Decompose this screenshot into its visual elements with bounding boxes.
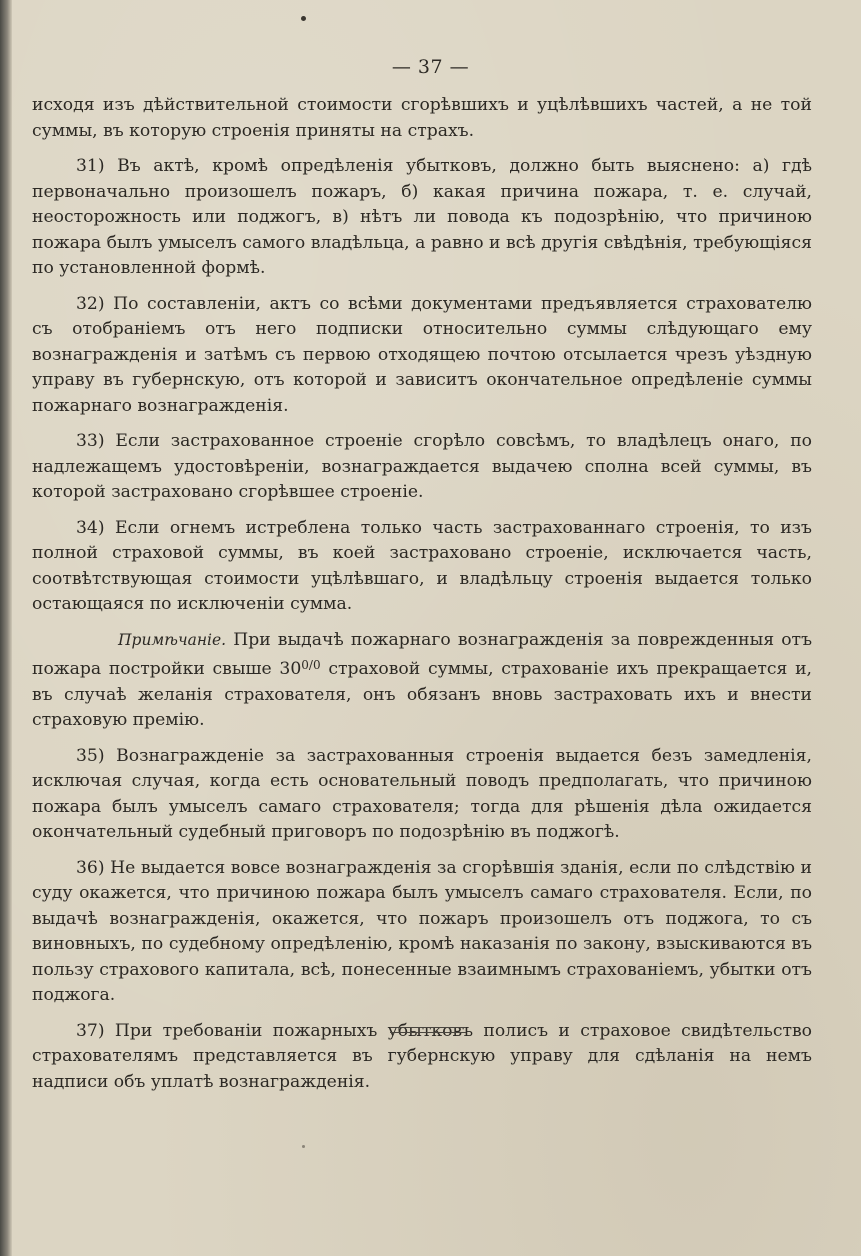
paragraph-31: 31) Въ актѣ, кромѣ опредѣленія убытковъ, должно быть выяснено: а) гдѣ первоначально произошелъ пожаръ, б) какая причина пожара, т. е. случай, неосторожность или поджогъ, в) нѣтъ ли повода къ подозрѣнію, что причиною пожара былъ умыселъ самого владѣльца, а равно и всѣ другія свѣдѣнія, требующіяся по установленной формѣ. — [32, 156, 812, 278]
body-text — [32, 93, 812, 1105]
page-number: — 37 — — [391, 56, 470, 78]
paragraph-32: 32) По составленіи, актъ со всѣми документами предъявляется страхователю съ отобраніемъ отъ него подписки относительно суммы слѣдующаго ему вознагражденія и затѣмъ съ первою отходящею почтою отсылается чрезъ уѣздную управу въ губернскую, отъ которой и зависитъ окончательное опредѣленіе суммы пожарнаго вознагражденія. — [32, 293, 812, 416]
paragraph-35: 35) Вознагражденіе за застрахованныя строенія выдается безъ замедленія, исключая случая, когда есть основательный поводъ предполагать, что причиною пожара былъ умыселъ самаго страхователя; тогда для рѣшенія дѣла ожидается окончательный судебный приговоръ по подозрѣнію въ поджогѣ. — [32, 745, 812, 842]
faint-speck — [302, 1145, 305, 1148]
note-paragraph — [32, 628, 812, 734]
note-text-after: страховой суммы, страхованіе ихъ прекращается и, въ случаѣ желанія страхователя, онъ обязанъ вновь застраховать ихъ и внести страховую премію. — [32, 659, 812, 730]
paragraph-33: 33) Если застрахованное строеніе сгорѣло совсѣмъ, то владѣлецъ онаго, по надлежащемъ удостовѣреніи, вознаграждается выдачею сполна всей суммы, въ которой застраховано сгорѣвшее строеніе. — [32, 431, 812, 502]
paragraph-36: 36) Не выдается вовсе вознагражденія за сгорѣвшія зданія, если по слѣдствію и суду окажется, что причиною пожара былъ умыселъ самаго страхователя. Если, по выдачѣ вознагражденія, окажется, что пожаръ произошелъ отъ поджога, то съ виновныхъ, по судебному опредѣленію, кромѣ наказанія по закону, взыскиваются въ пользу страхового капитала, всѣ, понесенные взаимнымъ страхованіемъ, убытки отъ поджога. — [32, 857, 812, 1005]
ink-speck — [301, 16, 306, 21]
note-label: Примѣчаніе. — [118, 630, 227, 649]
end-divider-rule — [390, 1027, 466, 1033]
note-percent-sign: 0/0 — [301, 658, 321, 672]
paragraph-30-continuation: исходя изъ дѣйствительной стоимости сгорѣвшихъ и уцѣлѣвшихъ частей, а не той суммы, въ которую строенія приняты на страхъ. — [32, 95, 812, 141]
paragraph-37: 37) При требованіи пожарныхъ убытковъ полисъ и страховое свидѣтельство страхователямъ представляется въ губернскую управу для сдѣланія на немъ надписи объ уплатѣ вознагражденія. — [32, 1020, 812, 1092]
note-text-before: При выдачѣ пожарнаго вознагражденія за поврежденныя отъ пожара постройки свыше 30 — [32, 629, 812, 679]
paragraph-34: 34) Если огнемъ истреблена только часть застрахованнаго строенія, то изъ полной страховой суммы, въ коей застраховано строеніе, исключается часть, соотвѣтствующая стоимости уцѣлѣвшаго, и владѣльцу строенія выдается только остающаяся по исключеніи сумма. — [32, 517, 812, 614]
book-binding-edge — [0, 0, 12, 1256]
